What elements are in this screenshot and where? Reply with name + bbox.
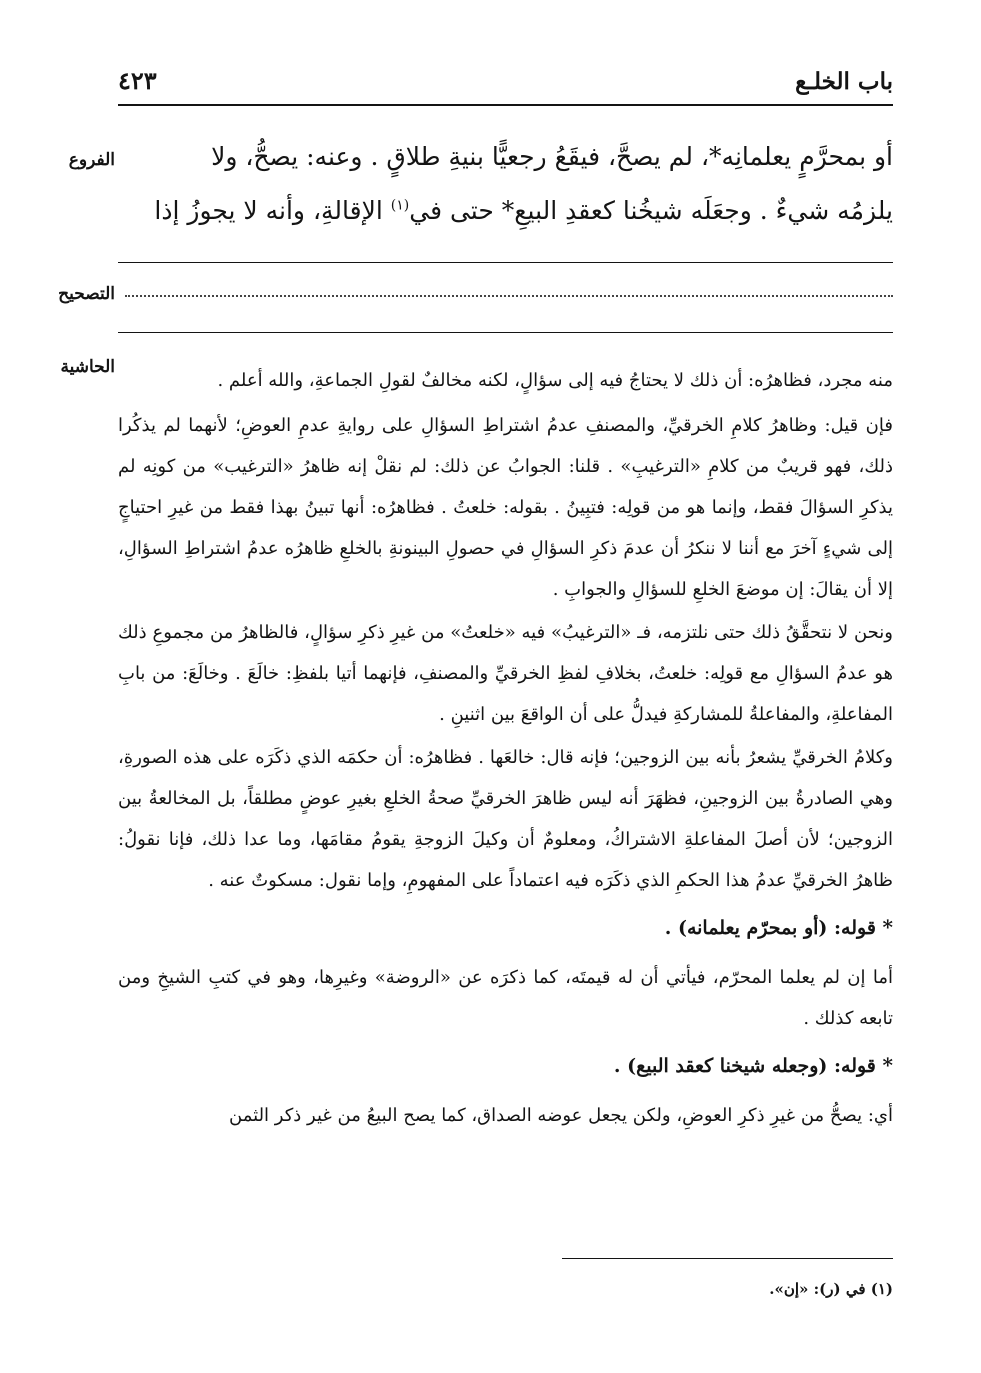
asterisk-marker: * xyxy=(882,915,893,939)
page-number: ٤٢٣ xyxy=(118,66,157,95)
page-header xyxy=(118,66,893,104)
quote-heading-1 xyxy=(118,907,893,949)
quote-heading-2 xyxy=(118,1045,893,1087)
tashih-top-rule xyxy=(118,262,893,263)
tashih-dotted-line xyxy=(125,295,893,297)
hashiya-paragraph-4: وكلامُ الخرقيِّ يشعرُ بأنه بين الزوجين؛ فإنه قال: خالعَها . فظاهرُه: أن حكمَه الذي ذكَرَه على هذه الصورةِ، وهي الصادرةُ بين الزوجينِ، فظهَرَ أنه ليس ظاهرَ الخرقيِّ صحةُ الخلعِ بغيرِ عوضٍ مطلقاً، بل المخالعةُ بين الزوجين؛ لأن أصلَ المفاعلةِ الاشتراكُ، ومعلومٌ أن وكيلَ الزوجةِ يقومُ مقامَها، وما عدا ذلك، فإنا نقولُ: ظاهرُ الخرقيِّ عدمُ هذا الحكمِ الذي ذكَرَه فيه اعتماداً على المفهومِ، وإما نقول: مسكوتٌ عنه . xyxy=(118,747,893,891)
furu-line-2-end: الإقالةِ، وأنه لا يجوزُ إذا xyxy=(154,196,391,225)
tashih-label: التصحيح xyxy=(58,284,115,304)
footnote-rule xyxy=(562,1258,893,1259)
furu-line-2 xyxy=(118,184,893,238)
footnote: (١) في (ر): «إن». xyxy=(769,1280,893,1298)
asterisk-marker: * xyxy=(882,1053,893,1077)
header-rule xyxy=(118,104,893,106)
chapter-title: باب الخلـع xyxy=(795,68,893,95)
furu-line-2-start: يلزمُه شيءٌ . وجعَلَه شيخُنا كعقدِ البيعِ* حتى في xyxy=(409,196,893,225)
tashih-bottom-rule xyxy=(118,332,893,333)
hashiya-paragraph-2: فإن قيل: وظاهرُ كلامِ الخرقيِّ، والمصنفِ عدمُ اشتراطِ السؤالِ على روايةِ عدمِ العوضِ؛ لأنهما لم يذكُرا ذلك، فهو قريبٌ من كلامِ «الترغيبِ» . قلنا: الجوابُ عن ذلك: لم نقلْ إنه ظاهرُ «الترغيب» من كونِه لم يذكرِ السؤالَ فقط، وإنما هو من قولِه: فتبِينُ . بقوله: خلعتُ . فظاهرُه: أنها تبينُ بهذا فقط من غيرِ احتياجٍ إلى شيءٍ آخرَ مع أننا لا ننكرُ أن عدمَ ذكرِ السؤالِ في حصولِ البينونةِ بالخلعِ ظاهرُه عدمُ اشتراطِ السؤالِ، إلا أن يقالَ: إن موضعَ الخلعِ للسؤالِ والجوابِ . xyxy=(118,415,893,600)
footnote-reference: (١) xyxy=(390,197,410,214)
hashiya-paragraph-1: منه مجرد، فظاهرُه: أن ذلك لا يحتاجُ فيه إلى سؤالٍ، لكنه مخالفٌ لقولِ الجماعةِ، والله أعلم . xyxy=(217,370,893,391)
hashiya-paragraph-6: أي: يصحُّ من غيرِ ذكرِ العوضِ، ولكن يجعل عوضه الصداق، كما يصح البيعُ من غير ذكر الثمن xyxy=(229,1105,893,1126)
quote-heading-2-text: قوله: (وجعله شيخنا كعقد البيع) . xyxy=(613,1055,876,1077)
hashiya-paragraph-3: ونحن لا نتحقَّقُ ذلك حتى نلتزمه، فـ «الترغيبُ» فيه «خلعتُ» من غيرِ ذكرِ سؤالٍ، فالظاهرُ من مجموعِ ذلك هو عدمُ السؤالِ مع قولِه: خلعتُ، بخلافِ لفظِ الخرقيِّ والمصنفِ، فإنهما أتيا بلفظِ: خالَعَ . وخالَعَ: من بابِ المفاعلةِ، والمفاعلةُ للمشاركةِ فيدلُّ على أن الواقعَ بين اثنينِ . xyxy=(118,622,893,725)
furu-text xyxy=(118,130,893,238)
quote-heading-1-text: قوله: (أو بمحرّم يعلمانه) . xyxy=(664,917,876,939)
furu-label: الفروع xyxy=(68,150,115,170)
hashiya-paragraph-5: أما إن لم يعلما المحرّم، فيأتي أن له قيمتَه، كما ذكرَه عن «الروضة» وغيرِها، وهو في كتبِ الشيخِ ومن تابعه كذلك . xyxy=(118,967,893,1029)
hashiya-label: الحاشية xyxy=(60,357,115,377)
hashiya-text xyxy=(118,360,893,1136)
furu-line-1: أو بمحرَّمٍ يعلمانِه*، لم يصحَّ، فيقَعُ رجعيًّا بنيةِ طلاقٍ . وعنه: يصحُّ، ولا xyxy=(211,142,893,171)
